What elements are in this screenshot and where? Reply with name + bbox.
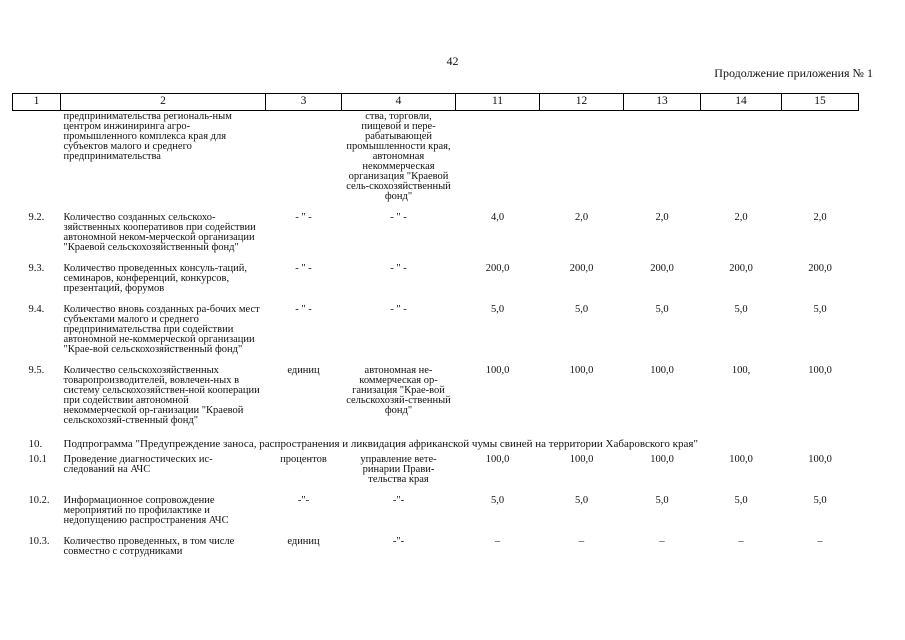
value-col-13: 200,0 [650,263,674,274]
value-col-13: 2,0 [655,212,669,223]
continuation-label: Продолжение приложения № 1 [714,66,873,80]
value-col-14: 5,0 [734,304,748,315]
indicator-name: Количество проведенных, в том числе совместно с сотрудниками [63,536,235,557]
unit: единиц [287,365,320,376]
value-col-12: 2,0 [574,212,589,223]
value-col-15: 100,0 [808,365,832,376]
value-col-14: 2,0 [734,212,748,223]
col-header-11: 11 [456,94,540,111]
indicator-name: Количество созданных сельскохо-зяйственных кооперативов при содействии автономной неком-мерческой организации "Краевой сельскохозяйственный фонд" [63,212,256,253]
value-col-12 [540,111,624,213]
unit: - " - [295,212,312,223]
value-col-14 [701,111,782,213]
value-col-11: 5,0 [490,495,505,506]
indicator-name: Проведение диагностических ис-следований на АЧС [63,454,213,475]
table-row [13,365,859,436]
row-number: 10.2. [28,495,50,506]
table-row [13,263,859,304]
value-col-12: 200,0 [569,263,594,274]
value-col-14: 5,0 [734,495,748,506]
unit: - " - [295,263,312,274]
col-header-15: 15 [782,94,859,111]
unit: единиц [287,536,320,547]
table-row [13,536,859,558]
value-col-15: 2,0 [813,212,827,223]
subprogram-title: Подпрограмма "Предупреждение заноса, распространения и ликвидация африканской чумы свиней на территории Хабаровского края" [63,438,698,450]
table-row [13,304,859,365]
executor: -"- [392,495,405,506]
value-col-15: 200,0 [808,263,832,274]
indicator-name: предпринимательства региональ-ным центром инжиниринга агро-промышленного комплекса края для субъектов малого и среднего предпринимательства [63,111,232,162]
executor: - " - [390,304,407,315]
table-row [13,454,859,495]
value-col-11: – [494,536,501,547]
col-header-3: 3 [266,94,342,111]
value-col-12: 5,0 [574,304,589,315]
value-col-11: 100,0 [485,365,510,376]
row-number: 9.5. [28,365,45,376]
col-header-1: 1 [13,94,61,111]
executor: управление вете-ринарии Прави-тельства края [360,454,437,485]
unit: процентов [280,454,327,465]
value-col-12: 5,0 [574,495,589,506]
table-row [13,111,859,213]
value-col-13: 100,0 [650,365,674,376]
row-number: 9.4. [28,304,45,315]
row-number: 9.3. [28,263,45,274]
row-number [13,111,61,213]
value-col-13: 100,0 [650,454,674,465]
value-col-12: 100,0 [569,454,594,465]
value-col-14: 200,0 [729,263,753,274]
value-col-15: 5,0 [813,495,827,506]
col-header-12: 12 [540,94,624,111]
executor: -"- [392,536,405,547]
value-col-12: 100,0 [569,365,594,376]
table-row [13,212,859,263]
indicator-name: Количество проведенных консуль-таций, семинаров, конференций, конкурсов, презентаций, форумов [63,263,248,294]
executor: автономная не-коммерческая ор-ганизация "Крае-вой сельскохозяй-ственный фонд" [346,365,451,416]
indicator-name: Количество сельскохозяйственных товаропроизводителей, вовлечен-ных в систему сельскохозяйствен-ной кооперации при содействии автономной некоммерческой ор-ганизации "Краевой сельскохозяй-ственный фонд" [63,365,260,426]
value-col-14: – [738,536,744,547]
page-number: 42 [446,54,459,68]
value-col-14: 100, [731,365,751,376]
value-col-11: 5,0 [490,304,505,315]
col-header-4: 4 [342,94,456,111]
row-number: 9.2. [28,212,45,223]
executor: - " - [390,263,407,274]
header-row [13,94,859,111]
col-header-13: 13 [624,94,701,111]
value-col-11: 100,0 [485,454,510,465]
value-col-13: 5,0 [655,304,669,315]
value-col-13 [624,111,701,213]
value-col-15: – [817,536,823,547]
col-header-2: 2 [61,94,266,111]
value-col-13: – [659,536,665,547]
indicator-name: Информационное сопровождение мероприятий по профилактике и недопущению распространения АЧС [63,495,229,526]
unit: -"- [297,495,310,506]
value-col-12: – [578,536,585,547]
executor: - " - [390,212,407,223]
value-col-15: 100,0 [808,454,832,465]
subprogram-number: 10. [28,438,43,450]
value-col-11 [456,111,540,213]
value-col-11: 200,0 [485,263,510,274]
row-number: 10.1 [28,454,47,465]
indicators-table [12,93,859,558]
unit [266,111,342,213]
subprogram-row [13,436,859,454]
value-col-15 [782,111,859,213]
value-col-15: 5,0 [813,304,827,315]
unit: - " - [295,304,312,315]
row-number: 10.3. [28,536,50,547]
value-col-14: 100,0 [729,454,753,465]
value-col-11: 4,0 [490,212,505,223]
indicator-name: Количество вновь созданных ра-бочих мест субъектами малого и среднего предпринимательства при содействии автономной не-коммерческой организации "Крае-вой сельскохозяйственный фонд" [63,304,260,355]
col-header-14: 14 [701,94,782,111]
table-row [13,495,859,536]
executor: ства, торговли, пищевой и пере-рабатывающей промышленности края, автономная некоммерческая организация "Краевой сель-скохозяйственный фонд" [346,111,451,202]
value-col-13: 5,0 [655,495,669,506]
